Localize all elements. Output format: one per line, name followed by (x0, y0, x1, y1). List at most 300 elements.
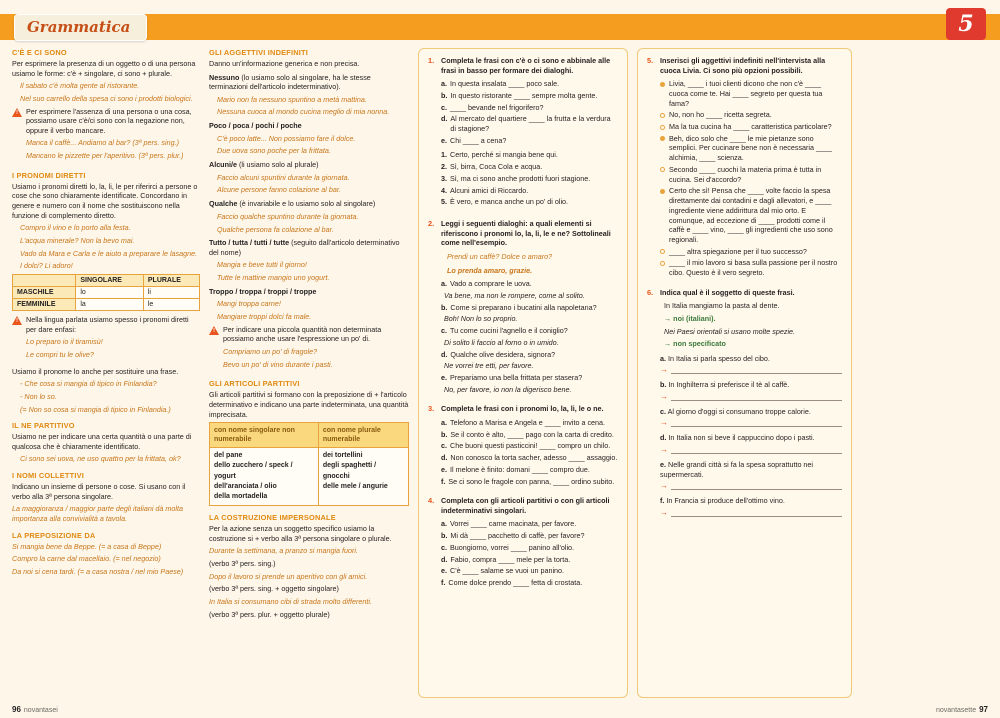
item-text: ____ altra spiegazione per il tuo successo? (669, 246, 807, 256)
example: Mangiare troppi dolci fa male. (217, 312, 312, 322)
list-item[interactable] (441, 186, 618, 196)
paragraph: Per la azione senza un soggetto specifico usiamo la costruzione si + verbo alla 3ª persona singolare o plurale. (209, 524, 392, 543)
page-title (14, 14, 147, 41)
section-costruzione-impersonale (209, 513, 409, 619)
item-marker: c. (441, 326, 447, 336)
exercise-panel-left (418, 48, 628, 698)
table-row (210, 448, 409, 506)
list-item[interactable] (441, 326, 618, 336)
term: Poco / poca / pochi / poche (209, 121, 302, 131)
example: Mario non fa nessuno spuntino a metà mattina. (217, 94, 367, 104)
item-text (660, 380, 842, 390)
list-item[interactable] (441, 91, 618, 101)
list-item[interactable] (660, 247, 842, 257)
exercise-instruction: Completa le frasi con c'è o ci sono e abbinale alle frasi in basso per formare dei dialoghi. (441, 56, 611, 75)
page-number-word: novantasette (936, 707, 977, 714)
exercise-number: 4. (428, 496, 435, 506)
item-text: Qualche olive desidera, signora? (450, 349, 556, 359)
list-item[interactable] (441, 150, 618, 160)
list-item[interactable] (441, 566, 618, 576)
list-item[interactable] (441, 361, 618, 371)
table-cell: li (143, 286, 199, 298)
table-cell: le (143, 298, 199, 310)
item-text: Mi dà ____ pacchetto di caffè, per favore? (450, 531, 585, 541)
table-cell: FEMMINILE (13, 298, 76, 310)
term: Alcuni/e (209, 160, 237, 170)
table-item: degli spaghetti / gnocchi (322, 462, 377, 480)
write-line[interactable] (671, 367, 842, 374)
item-text: Se ci sono le fragole con panna, ____ ordino subito. (448, 476, 615, 486)
term: Tutto / tutta / tutti / tutte (209, 238, 290, 248)
item-marker: e. (441, 464, 447, 474)
table-item: dei tortellini (322, 452, 363, 460)
item-text (660, 407, 842, 417)
item-marker: b. (660, 380, 667, 390)
speaker-dot-icon (660, 189, 665, 194)
list-item[interactable] (660, 186, 842, 244)
exercise-3 (428, 404, 618, 488)
example: Faccio alcuni spuntini durante la giornata. (217, 172, 350, 182)
item-marker: f. (441, 578, 446, 588)
model-question: Nei Paesi orientali si usano molte spezie. (664, 326, 796, 336)
item-text: Telefono a Marisa e Angela e ____ invito a cena. (450, 418, 606, 427)
example: La maggioranza / maggior parte degli italiani dà molta importanza alla convivialità a tavola. (12, 504, 184, 524)
page-number-word: novantasei (23, 707, 58, 714)
exercise-number: 3. (428, 404, 435, 414)
item-body: Al giorno d'oggi si consumano troppe calorie. (667, 406, 811, 416)
exercise-items (441, 79, 618, 145)
example: Si mangia bene da Beppe. (= a casa di Beppe) (12, 541, 162, 551)
paragraph: Usiamo i pronomi diretti lo, la, li, le per riferirci a persone o cose che sono chiaramente identificate. Concordano in genere e numero con il nome che sostituiscono nella funzione di complemento diretto. (12, 181, 198, 220)
item-text: No, non ho ____ ricetta segreta. (669, 110, 772, 120)
table-header-cell: con nome plurale numerabile (318, 423, 408, 448)
example: Compro il vino e lo porto alla festa. (20, 223, 131, 233)
example: In Italia si consumano cibi di strada molto differenti. (209, 596, 372, 606)
item-marker: d. (441, 114, 448, 124)
list-item[interactable] (660, 79, 842, 108)
arrow-icon: → (660, 418, 668, 428)
exercise-instruction: Completa le frasi con i pronomi lo, la, li, le o ne. (441, 404, 604, 414)
exercise-number: 2. (428, 219, 435, 229)
item-marker: b. (441, 302, 448, 312)
write-line[interactable] (671, 483, 842, 490)
item-text: Vorrei ____ carne macinata, per favore. (450, 519, 577, 529)
definition: (li usiamo solo al plurale) (238, 160, 319, 170)
exercise-4 (428, 496, 618, 589)
pronouns-table (12, 274, 200, 311)
item-marker: b. (441, 429, 448, 439)
item-text: Ma la tua cucina ha ____ caratteristica particolare? (669, 122, 832, 132)
exercise-2 (428, 219, 618, 396)
item-marker: 4. (441, 185, 447, 195)
answer-line[interactable] (660, 509, 842, 517)
section-pronomi-diretti (12, 171, 200, 415)
list-item[interactable] (441, 79, 618, 89)
exercise-example: Lo prenda amaro, grazie. (447, 265, 533, 275)
item-text: Al mercato del quartiere ____ la frutta e la verdura di stagione? (450, 114, 611, 134)
chapter-number-text: 5 (958, 11, 974, 37)
table-cell (210, 448, 319, 506)
item-marker: c. (441, 441, 447, 451)
item-text: Vado a comprare le uova. (450, 279, 532, 289)
example: Nel suo carrello della spesa ci sono i prodotti biologici. (20, 93, 193, 103)
list-item[interactable] (660, 258, 842, 277)
exercise-items (441, 519, 618, 587)
table-cell: lo (76, 286, 144, 298)
item-marker: b. (441, 531, 448, 541)
header-orange-bar (0, 14, 1000, 40)
list-item[interactable] (441, 441, 618, 451)
item-marker: e. (441, 566, 447, 576)
write-line[interactable] (671, 510, 842, 517)
section-preposizione-da (12, 531, 200, 577)
item-marker: c. (441, 542, 447, 552)
paragraph: Danno un'informazione generica e non precisa. (209, 59, 360, 68)
item-text: ____ bevande nel frigorifero? (450, 102, 544, 112)
grammar-column-1 (12, 48, 200, 698)
table-header-cell (13, 274, 76, 286)
term: Troppo / troppa / troppi / troppe (209, 286, 317, 296)
exercise-items (441, 279, 618, 394)
list-item[interactable] (441, 543, 618, 553)
exercise-instruction: Leggi i seguenti dialoghi: a quali elementi si riferiscono i pronomi lo, la, li, le e ne? Sottolineali come nell'esempio. (441, 219, 611, 248)
item-text: Non conosco la torta sacher, adesso ____ assaggio. (450, 453, 618, 463)
item-text: Il melone è finito: domani ____ compro due. (450, 464, 590, 474)
answer-line[interactable] (660, 366, 842, 374)
item-text: Livia, ____ i tuoi clienti dicono che non c'è ____ cuoca come te. Hai ____ segreto per questa tua fama? (669, 79, 823, 108)
list-item[interactable] (441, 314, 618, 324)
exercise-5 (647, 56, 842, 280)
item-text (660, 354, 842, 364)
item-marker: a. (441, 519, 447, 529)
table-item: dell'aranciata / olio (214, 482, 277, 490)
list-item[interactable] (660, 165, 842, 184)
item-text: Sì, ma ci sono anche prodotti fuori stagione. (450, 173, 591, 183)
item-body: In Inghilterra si preferisce il tè al caffè. (668, 380, 790, 390)
list-item[interactable] (441, 197, 618, 207)
answer-line[interactable] (660, 482, 842, 490)
list-item[interactable] (660, 134, 842, 163)
arrow-icon: → (660, 507, 668, 517)
section-aggettivi-indefiniti (209, 48, 409, 372)
exercise-example: Prendi un caffè? Dolce o amaro? (447, 251, 553, 261)
item-body: Nelle grandi città si fa la spesa soprattutto nei supermercati. (660, 460, 814, 479)
example: Mancano le pizzette per l'aperitivo. (3ª pers. plur.) (26, 151, 184, 161)
example: Mangia e beve tutti il giorno! (217, 260, 307, 270)
item-marker: e. (660, 460, 666, 470)
item-text: È vero, e manca anche un po' di olio. (450, 197, 569, 207)
item-marker: a. (441, 79, 447, 89)
example: Le compri tu le olive? (26, 349, 94, 359)
item-body: In Italia si parla spesso del cibo. (668, 353, 770, 363)
page-content (0, 40, 1000, 698)
item-marker: d. (441, 453, 448, 463)
list-item[interactable] (441, 430, 618, 440)
section-heading: I PRONOMI DIRETTI (12, 170, 86, 180)
table-cell: MASCHILE (13, 286, 76, 298)
exercise-1 (428, 56, 618, 211)
item-text: Ne vorrei tre etti, per favore. (444, 361, 534, 371)
note-text: Per indicare una piccola quantità non determinata possiamo anche usare l'espressione un po' di. (223, 324, 382, 344)
item-text: No, per favore, io non la digerisco bene. (444, 384, 572, 394)
section-articoli-partitivi (209, 379, 409, 506)
page-number: 97 (979, 705, 988, 714)
exercise-number: 1. (428, 56, 435, 65)
item-marker: c. (660, 406, 666, 416)
speaker-dot-icon (660, 125, 665, 130)
list-item[interactable] (441, 519, 618, 529)
example: - Che cosa si mangia di tipico in Finlandia? (20, 379, 157, 389)
example: Faccio qualche spuntino durante la giornata. (217, 211, 359, 221)
table-header-row (210, 423, 409, 448)
answer-line[interactable] (660, 393, 842, 401)
item-text: Certo, perché si mangia bene qui. (450, 150, 558, 160)
list-item[interactable] (441, 279, 618, 289)
exercise-6 (647, 288, 842, 523)
example: Ci sono sei uova, ne uso quattro per la frittata, ok? (20, 454, 181, 464)
table-header-cell: SINGOLARE (76, 274, 144, 286)
item-text: Come dolce prendo ____ fetta di crostata. (448, 578, 583, 588)
list-item[interactable] (441, 338, 618, 348)
item-text (660, 460, 842, 479)
model-answer: → non specificato (664, 339, 726, 349)
item-text: Di solito li faccio al forno o in umido. (444, 337, 559, 347)
table-row (13, 286, 200, 298)
list-item[interactable] (441, 385, 618, 395)
table-header-row (13, 274, 200, 286)
item-marker: e. (441, 372, 447, 382)
exercise-panel-right (637, 48, 852, 698)
section-heading: GLI AGGETTIVI INDEFINITI (209, 48, 308, 57)
list-item[interactable] (441, 350, 618, 360)
paragraph: Indicano un insieme di persone o cose. Si usano con il verbo alla 3ª persona singolare. (12, 482, 186, 501)
list-item[interactable] (441, 162, 618, 172)
definition: (è invariabile e lo usiamo solo al singolare) (239, 199, 376, 209)
paragraph: Usiamo ne per indicare una certa quantità o una parte di qualcosa che è chiaramente identificato. (12, 432, 192, 451)
exercise-number: 5. (647, 56, 654, 65)
item-text: Prepariamo una bella frittata per stasera? (450, 372, 583, 382)
example: Il sabato c'è molta gente al ristorante. (20, 81, 140, 91)
example: Dopo il lavoro si prende un aperitivo con gli amici. (209, 571, 368, 581)
example: - Non lo so. (20, 391, 57, 401)
item-marker: f. (441, 476, 446, 486)
item-marker: 2. (441, 162, 447, 172)
chapter-number (946, 8, 986, 40)
list-item[interactable] (441, 465, 618, 475)
item-marker: e. (441, 135, 447, 145)
note-box (12, 107, 200, 164)
page-number-left (12, 705, 58, 714)
example: Compro la carne dal macellaio. (= nel negozio) (12, 554, 161, 564)
list-item[interactable] (441, 453, 618, 463)
note-box (209, 325, 409, 373)
partitive-articles-table (209, 422, 409, 506)
item-text: Boh! Non lo so proprio. (444, 314, 518, 324)
example: Durante la settimana, a pranzo si mangia fuori. (209, 546, 359, 556)
example: Manca il caffè... Andiamo al bar? (3ª pers. sing.) (26, 138, 180, 148)
answer-line[interactable] (660, 446, 842, 454)
example: Tutte le mattine mangio uno yogurt. (217, 273, 330, 283)
item-marker: 3. (441, 173, 447, 183)
item-text: Chi ____ a cena? (450, 135, 507, 145)
section-nomi-collettivi (12, 471, 200, 524)
item-text (660, 433, 842, 443)
list-item[interactable] (441, 103, 618, 113)
note-text: (verbo 3ª pers. sing. + oggetto singolare) (209, 584, 339, 594)
item-text: Certo che sì! Pensa che ____ volte faccio la spesa direttamente dai contadini e dagli allevatori, e ____ ingrediente viene addirittura dal mio orto. E comunque, ad eccezione di ____ prodotti come il caffè e ____ vino, ____ gli ingredienti che uso sono regionali. (669, 186, 833, 244)
item-text: ____ il mio lavoro si basa sulla passione per il nostro cibo. Questo è il vero segreto. (669, 258, 838, 278)
interview-lines (660, 79, 842, 278)
list-item[interactable] (441, 291, 618, 301)
item-text: Sì, birra, Coca Cola e acqua. (450, 162, 543, 172)
model-question: In Italia mangiamo la pasta al dente. (664, 301, 780, 311)
example: Lo preparo io il tiramisù! (26, 337, 103, 347)
grammar-column-2 (209, 48, 409, 698)
list-item[interactable] (441, 174, 618, 184)
item-marker: b. (441, 90, 448, 100)
example: Vado da Mara e Carla e le aiuto a preparare le lasagne. (20, 248, 198, 258)
table-row (13, 298, 200, 310)
section-heading: C'È E CI SONO (12, 48, 67, 57)
example: Da noi si cena tardi. (= a casa nostra / nel mio Paese) (12, 567, 184, 577)
header-top-strip (0, 0, 1000, 14)
model-answer: → noi (italiani). (664, 313, 716, 323)
definition: (lo usiamo solo al singolare, ha le stesse terminazioni dell'articolo indeterminativo). (209, 72, 371, 92)
exercise-instruction: Indica qual è il soggetto di queste frasi. (660, 287, 795, 297)
table-cell: la (76, 298, 144, 310)
table-cell (318, 448, 408, 506)
list-item[interactable] (441, 373, 618, 383)
example: Compriamo un po' di fragole? (223, 346, 318, 356)
item-marker: 1. (441, 150, 447, 160)
item-marker: d. (441, 349, 448, 359)
definition: (seguito dall'articolo determinativo del nome) (209, 238, 400, 257)
item-text: Che buoni questi pasticcini! ____ compro un chilo. (450, 441, 611, 451)
list-item[interactable] (660, 110, 842, 120)
item-marker: f. (660, 496, 665, 506)
table-item: del pane (214, 452, 243, 460)
table-item: delle mele / angurie (322, 482, 388, 490)
item-text: Alcuni amici di Riccardo. (450, 185, 529, 195)
note-text: Nella lingua parlata usiamo spesso i pronomi diretti per dare enfasi: (26, 314, 189, 334)
item-marker: d. (660, 433, 667, 443)
paragraph: Usiamo il pronome lo anche per sostituire una frase. (12, 366, 179, 376)
speaker-dot-icon (660, 249, 665, 254)
list-item[interactable] (441, 303, 618, 313)
write-line[interactable] (671, 447, 842, 454)
arrow-icon: → (660, 445, 668, 455)
item-marker: 5. (441, 197, 447, 207)
list-item[interactable] (441, 418, 618, 428)
example: C'è poco latte... Non possiamo fare il dolce. (217, 133, 356, 143)
speaker-dot-icon (660, 167, 665, 172)
item-marker: d. (441, 554, 448, 564)
page-number: 96 (12, 705, 21, 714)
example: Due uova sono poche per la frittata. (217, 146, 331, 156)
paragraph: Per esprimere la presenza di un oggetto o di una persona usiamo le forme: c'è + singolare, ci sono + plurale. (12, 59, 196, 78)
exercise-instruction: Inserisci gli aggettivi indefiniti nell'intervista alla cuoca Livia. Ci sono più opzioni possibili. (660, 56, 826, 75)
item-text: Beh, dico solo che ____ le mie pietanze sono semplici. Per cucinare bene non è necessaria ____ alchimia, ____ scienza. (669, 133, 833, 163)
item-text: Fabio, compra ____ mele per la torta. (450, 554, 571, 564)
exercise-items (441, 418, 618, 486)
page-number-right (936, 705, 988, 714)
item-text: Come si preparano i bucatini alla napoletana? (450, 302, 597, 312)
write-line[interactable] (671, 394, 842, 401)
example: Bevo un po' di vino durante i pasti. (223, 359, 333, 369)
section-heading: GLI ARTICOLI PARTITIVI (209, 379, 300, 389)
list-item[interactable] (441, 578, 618, 588)
warning-icon (12, 108, 22, 117)
example: I dolci? Li adoro! (20, 261, 73, 271)
item-body: In Italia non si beve il cappuccino dopo i pasti. (668, 433, 815, 443)
example: (= Non so cosa si mangia di tipico in Finlandia.) (20, 404, 171, 414)
arrow-icon: → (660, 391, 668, 401)
term: Nessuno (209, 72, 240, 82)
section-heading: LA PREPOSIZIONE DA (12, 530, 96, 540)
item-text: Secondo ____ cuochi la materia prima è tutta in cucina. Sei d'accordo? (669, 164, 822, 184)
item-body: In Francia si produce dell'ottimo vino. (666, 496, 785, 506)
section-heading: LA COSTRUZIONE IMPERSONALE (209, 513, 336, 523)
speaker-dot-icon (660, 82, 665, 87)
warning-icon (209, 326, 219, 335)
item-text: In questo ristorante ____ sempre molta gente. (450, 90, 598, 100)
example: Mangi troppa carne! (217, 299, 281, 309)
answer-line[interactable] (660, 419, 842, 427)
exercise-items-match (441, 150, 618, 207)
exercise-number: 6. (647, 287, 654, 297)
speaker-dot-icon (660, 261, 665, 266)
table-item: dello zucchero / speck / yogurt (214, 462, 293, 480)
warning-icon (12, 316, 22, 325)
arrow-icon: → (660, 365, 668, 375)
term: Qualche (209, 199, 238, 209)
write-line[interactable] (671, 420, 842, 427)
note-text: Per esprimere l'assenza di una persona o una cosa, possiamo usare c'è/ci sono con la negazione non, oppure il verbo mancare. (26, 106, 192, 135)
item-text: Va bene, ma non le rompere, come al solito. (444, 290, 585, 300)
item-marker: a. (660, 353, 666, 363)
section-heading: I NOMI COLLETTIVI (12, 471, 84, 481)
list-item[interactable] (441, 136, 618, 146)
item-text: C'è ____ salame se vuoi un panino. (450, 566, 565, 576)
list-item[interactable] (441, 114, 618, 133)
example: Qualche persona fa colazione al bar. (217, 224, 334, 234)
section-heading: IL NE PARTITIVO (12, 421, 75, 431)
example: L'acqua minerale? Non la bevo mai. (20, 235, 135, 245)
speaker-dot-icon (660, 136, 665, 141)
list-item[interactable] (441, 555, 618, 565)
section-ce-ci-sono (12, 48, 200, 164)
item-text: Buongiorno, vorrei ____ panino all'olio. (450, 542, 575, 552)
item-text (660, 496, 842, 506)
item-marker: a. (441, 418, 447, 427)
list-item[interactable] (660, 122, 842, 132)
note-text: (verbo 3ª pers. sing.) (209, 558, 276, 568)
item-marker: c. (441, 102, 447, 112)
list-item[interactable] (441, 477, 618, 487)
paragraph: Gli articoli partitivi si formano con la preposizione di + l'articolo determinativo e indicano una parte indeterminata, una quantità imprecisata. (209, 390, 409, 419)
item-text: Tu come cucini l'agnello e il coniglio? (450, 326, 568, 336)
list-item[interactable] (441, 531, 618, 541)
note-text: (verbo 3ª pers. plur. + oggetto plurale) (209, 609, 330, 619)
table-item: della mortadella (214, 492, 268, 500)
note-box (12, 315, 200, 363)
speaker-dot-icon (660, 113, 665, 118)
arrow-icon: → (660, 481, 668, 491)
item-text: Se il conto è alto, ____ pago con la carta di credito. (450, 429, 614, 439)
exercise-instruction: Completa con gli articoli partitivi o con gli articoli indeterminativi singolari. (441, 496, 610, 515)
table-header-cell: PLURALE (143, 274, 199, 286)
item-text: In questa insalata ____ poco sale. (450, 79, 560, 89)
